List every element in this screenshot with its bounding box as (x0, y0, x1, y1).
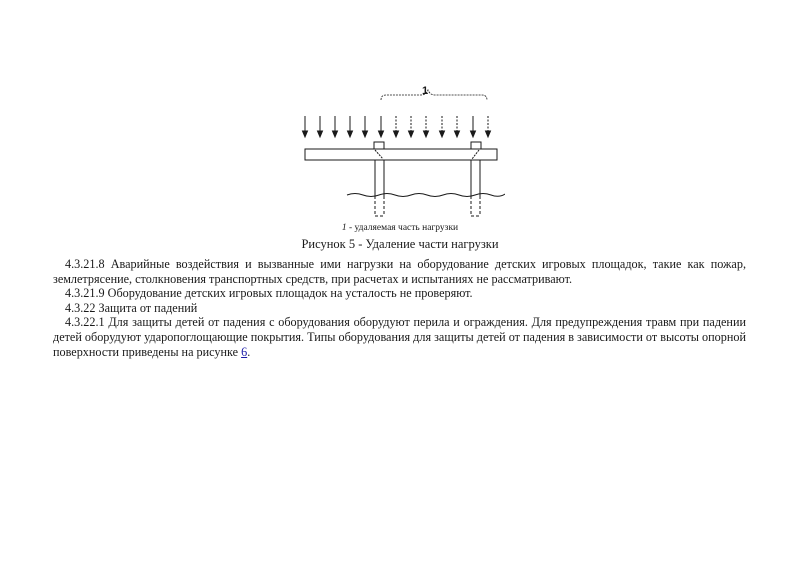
section-heading-4-3-22: 4.3.22 Защита от падений (65, 300, 198, 315)
paragraph-4-3-21-9: 4.3.21.9 Оборудование детских игровых площадок на усталость не проверяют. (65, 286, 473, 301)
figure-legend (0, 222, 800, 234)
paragraph-4-3-21-8: 4.3.21.8 Аварийные воздействия и вызванные ими нагрузки на оборудование детских игровых площадок, такие как пожар, землетрясение, столкновения транспортных средств, при расчетах и испытаниях не рассматривают. (53, 257, 746, 286)
figure-load-removal-diagram (295, 86, 505, 220)
figure-6-link[interactable]: 6 (241, 344, 248, 359)
legend-number: 1 (341, 223, 347, 233)
load-diagram-icon (295, 86, 505, 220)
figure-caption: Рисунок 5 - Удаление части нагрузки (301, 237, 499, 251)
document-body (53, 257, 746, 359)
paragraph-end-punct: . (247, 344, 251, 359)
paragraph-4-3-22-1 (53, 315, 746, 359)
paragraph-4-3-22-1-text: 4.3.22.1 Для защиты детей от падения с оборудования оборудуют перила и ограждения. Для предупреждения травм при падении детей оборудуют ударопоглощающие покрытия. Типы оборудования для защиты детей от падения в зависимости от высоты опорной поверхности приведены на рисунке (53, 315, 746, 359)
svg-text:1: 1 (422, 86, 429, 97)
legend-text: - удаляемая часть нагрузки (346, 223, 459, 233)
